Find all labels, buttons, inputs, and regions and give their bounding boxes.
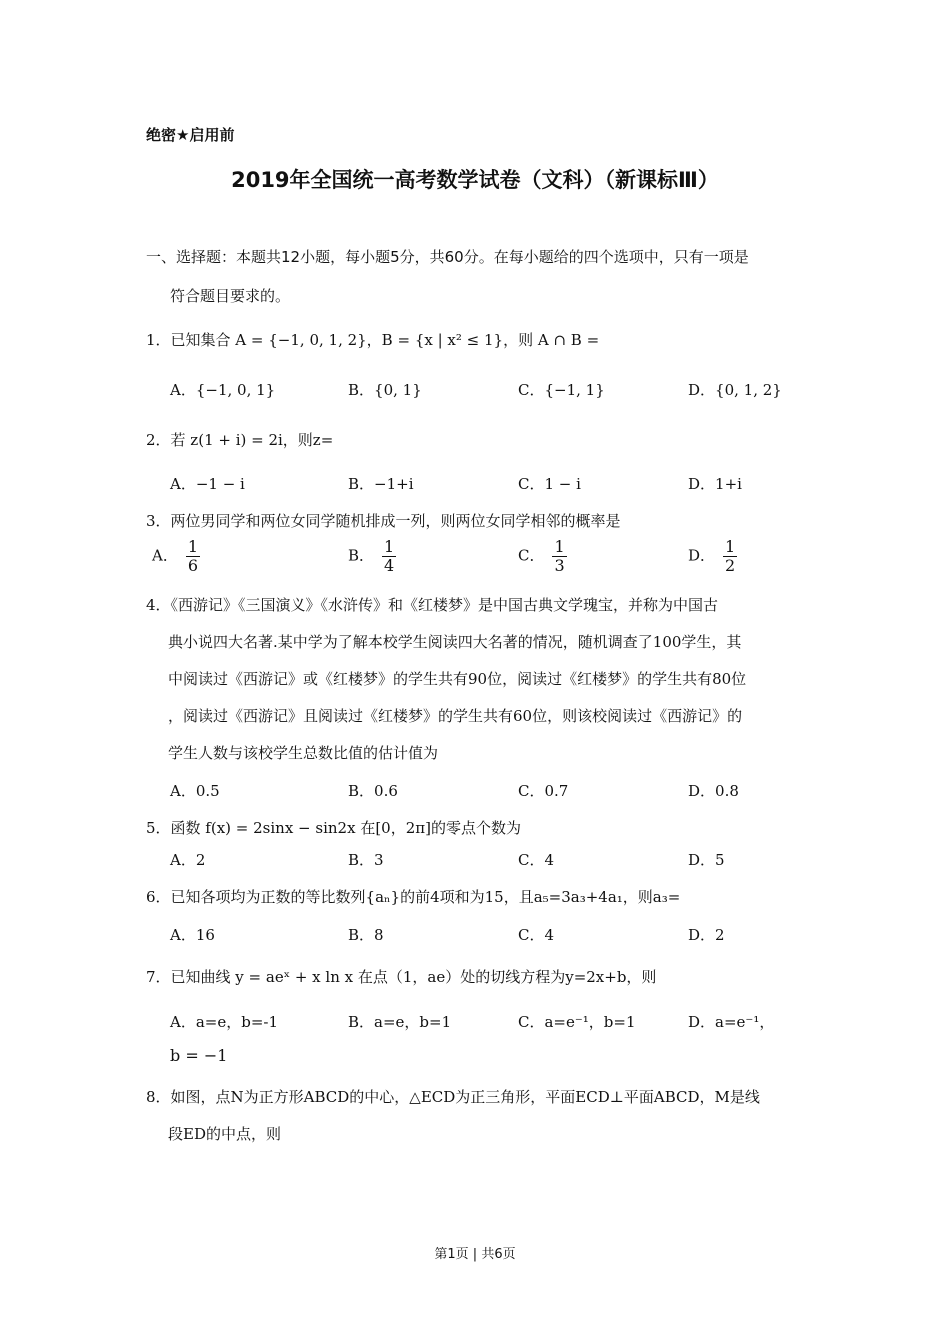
question-8-line-2: 段ED的中点，则 [168, 1125, 281, 1143]
question-8-line-1: 8．如图，点N为正方形ABCD的中心，△ECD为正三角形，平面ECD⊥平面ABCD，M是线 [146, 1088, 760, 1106]
q3-option-d-label: D． [688, 546, 716, 565]
q6-option-d: D．2 [688, 926, 725, 944]
section-heading-cont: 符合题目要求的。 [170, 287, 291, 305]
fraction [723, 538, 737, 575]
question-1-stem: 1．已知集合 A = {−1, 0, 1, 2}，B = {x | x² ≤ 1}，则 A ∩ B = [146, 331, 600, 349]
question-2-stem: 2．若 z(1 + i) = 2i，则z= [146, 431, 334, 449]
q3-option-c-label: C． [518, 546, 545, 565]
q3-option-b [348, 538, 396, 575]
page-footer: 第1页 | 共6页 [434, 1247, 516, 1262]
question-6-stem: 6．已知各项均为正数的等比数列{aₙ}的前4项和为15，且a₅=3a₃+4a₁，则a₃= [146, 888, 681, 906]
numerator: 1 [554, 537, 565, 556]
q2-option-c: C．1 − i [518, 475, 581, 493]
q4-option-c: C．0.7 [518, 782, 569, 800]
question-4-line-2: 典小说四大名著.某中学为了解本校学生阅读四大名著的情况，随机调查了100学生，其 [168, 633, 742, 651]
q2-option-a: A．−1 − i [170, 475, 245, 493]
q7-option-c: C．a=e⁻¹，b=1 [518, 1013, 636, 1031]
q6-option-b: B．8 [348, 926, 384, 944]
denominator: 4 [384, 556, 395, 575]
q7-option-d: D．a=e⁻¹， [688, 1013, 775, 1031]
q3-option-c [518, 538, 567, 575]
question-3-stem: 3．两位男同学和两位女同学随机排成一列，则两位女同学相邻的概率是 [146, 512, 621, 530]
question-4-line-1: 4．《西游记》《三国演义》《水浒传》和《红楼梦》是中国古典文学瑰宝，并称为中国古 [146, 596, 719, 614]
denominator: 3 [554, 556, 565, 575]
q7-option-b: B．a=e，b=1 [348, 1013, 452, 1031]
question-5-stem: 5．函数 f(x) = 2sinx − sin2x 在[0，2π]的零点个数为 [146, 819, 521, 837]
section-heading: 一、选择题：本题共12小题，每小题5分，共60分。在每小题给的四个选项中，只有一项是 [146, 248, 749, 266]
numerator: 1 [725, 537, 736, 556]
q1-option-c: C．{−1, 1} [518, 381, 605, 399]
q4-option-a: A．0.5 [170, 782, 220, 800]
q7-option-d-continuation: b = −1 [170, 1046, 228, 1065]
secret-label: 绝密★启用前 [146, 126, 235, 144]
q5-option-c: C．4 [518, 851, 555, 869]
q1-option-b: B．{0, 1} [348, 381, 422, 399]
question-4-line-4: ，阅读过《西游记》且阅读过《红楼梦》的学生共有60位，则该校阅读过《西游记》的 [168, 707, 743, 725]
q5-option-d: D．5 [688, 851, 725, 869]
q5-option-a: A．2 [170, 851, 206, 869]
q2-option-b: B．−1+i [348, 475, 414, 493]
q3-option-a [152, 538, 200, 575]
numerator: 1 [187, 537, 199, 556]
q6-option-a: A．16 [170, 926, 215, 944]
q4-option-d: D．0.8 [688, 782, 739, 800]
denominator: 2 [725, 556, 736, 575]
q4-option-b: B．0.6 [348, 782, 398, 800]
exam-title: 2019年全国统一高考数学试卷（文科）（新课标Ⅲ） [231, 168, 719, 192]
q3-option-d [688, 538, 737, 575]
question-7-stem: 7．已知曲线 y = aeˣ + x ln x 在点（1，ae）处的切线方程为y=2x+b，则 [146, 968, 657, 986]
q3-option-a-label: A． [152, 546, 178, 565]
q1-option-a: A．{−1, 0, 1} [170, 381, 276, 399]
question-4-line-3: 中阅读过《西游记》或《红楼梦》的学生共有90位，阅读过《红楼梦》的学生共有80位 [168, 670, 747, 688]
fraction [186, 538, 200, 575]
denominator: 6 [187, 556, 199, 575]
q5-option-b: B．3 [348, 851, 384, 869]
question-4-line-5: 学生人数与该校学生总数比值的估计值为 [168, 744, 439, 762]
q7-option-a: A．a=e，b=-1 [170, 1013, 279, 1031]
fraction [382, 538, 396, 575]
q2-option-d: D．1+i [688, 475, 742, 493]
fraction [552, 538, 566, 575]
q3-option-b-label: B． [348, 546, 375, 565]
q6-option-c: C．4 [518, 926, 555, 944]
q1-option-d: D．{0, 1, 2} [688, 381, 782, 399]
numerator: 1 [384, 537, 395, 556]
